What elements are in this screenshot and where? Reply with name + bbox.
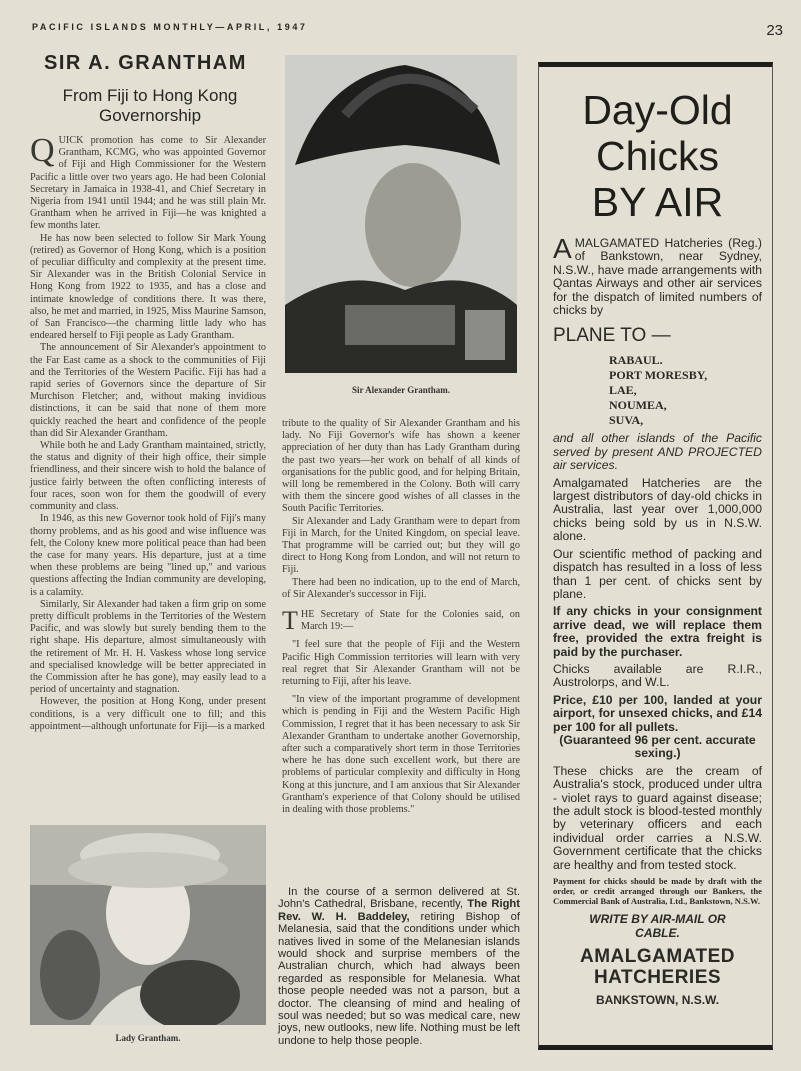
company-name: AMALGAMATED — [579, 946, 735, 968]
advertisement — [538, 62, 773, 1050]
ad-paragraph: Amalgamated Hatcheries are the largest distributors of day-old chicks in Australia, last year over 1,000,000 chicks being sold by us in N.S.W. alone. — [553, 475, 762, 544]
drop-cap: A — [553, 233, 572, 264]
ad-paragraph: Our scientific method of packing and dispatch has resulted in a loss of less than 1 per cent. of chicks sent by plane. — [553, 546, 762, 601]
destination-item: RABAUL. — [609, 353, 663, 368]
ad-write-line: WRITE BY AIR-MAIL OR CABLE. — [589, 912, 726, 941]
drop-cap: Q — [30, 132, 55, 169]
destination-list — [609, 353, 762, 428]
ad-headline-line: Chicks — [595, 133, 720, 179]
article-paragraph: Sir Alexander and Lady Grantham were to depart from Fiji in March, for the United Kingdom, on special leave. That programme will be carried out; but they will go direct to Hong Kong from London, and will not return to Fiji. — [282, 515, 520, 576]
plane-to-heading: PLANE TO — — [553, 325, 671, 347]
ad-paragraph: Chicks available are R.I.R., Austrolorps, and W.L. — [553, 661, 762, 690]
drop-cap: T — [282, 606, 298, 636]
article-paragraph: In 1946, as this new Governor took hold of Fiji's many thorny problems, and as his good and wise influence was felt, the Colony knew more political peace than had been the case for many years. His departure, just at a time when these problems are being "lined up," and various questions affecting the Indian community are developing, is a calamity. — [30, 513, 266, 598]
ad-paragraph: (Guaranteed 96 per cent. accurate sexing.) — [559, 732, 756, 761]
running-head: PACIFIC ISLANDS MONTHLY—APRIL, 1947 — [32, 22, 308, 32]
article-paragraph: THE Secretary of State for the Colonies said, on March 19:— — [282, 606, 520, 636]
article-paragraph: Similarly, Sir Alexander had taken a firm grip on some pretty difficult problems in the Territories of the Western Pacific, and was slowly but surely bending them to the right shape. His departure, almost simultaneously with the retirement of Mr. H. H. Vaskess whose long service and specialised knowledge will be better appreciated in the Commission after he has gone), may easily lead to a period of uncertainty and stagnation. — [30, 598, 266, 696]
sermon-note: In the course of a sermon delivered at St. John's Cathedral, Brisbane, recently, The Right Rev. W. H. Baddeley, retiring Bishop of Melanesia, said that the conditions under which natives lived in some of the Melanesian islands would shock and surprise members of the Australian church, which had always been regarded as responsible for Melanesia. What those people needed was not a parson, but a doctor. The cleansing of mind and healing of soul was needed; but so was medical care, new joys, new outlooks, new life. Nothing must be left undone to help those people. — [278, 886, 520, 1047]
article-column-1 — [30, 132, 266, 733]
ad-intro: AMALGAMATED Hatcheries (Reg.) of Bankstown, near Sydney, N.S.W., have made arrangements with Qantas Airways and other air services for the dispatch of limited numbers of chicks by — [553, 233, 762, 318]
destination-item: LAE, — [609, 383, 637, 398]
page-number: 23 — [766, 22, 783, 39]
destination-item: SUVA, — [609, 413, 644, 428]
lady-grantham-photo — [30, 825, 266, 1025]
article-paragraph: tribute to the quality of Sir Alexander Grantham and his lady. No Fiji Governor's wife has shown a keener appreciation of her duty than has Lady Grantham during the past two years—her work on behalf of all kinds of organisations for the public good, and for helping Britain, will long be remembered in the Colony. Both will carry with them the sincere good wishes of all classes in the South Pacific Territories. — [282, 418, 520, 515]
ad-paragraph: and all other islands of the Pacific served by present AND PROJECTED air services. — [553, 431, 762, 473]
quote-paragraph: "In view of the important programme of development which is pending in Fiji and the Western Pacific High Commission, I regret that it has been necessary to ask Sir Alexander Grantham to undertake another Governorship, after such a comparatively short term in those Territories where he has done such excellent work, but there are problems of particular complexity and difficulty in Hong Kong at this juncture, and I am anxious that Sir Alexander Grantham's experience of that Colony should be utilised in dealing with those problems." — [282, 694, 520, 816]
article-paragraph: QUICK promotion has come to Sir Alexander Grantham, KCMG, who was appointed Governor of Fiji and High Commissioner for the Western Pacific a little over two years ago. He had been Colonial Secretary in Jamaica in 1938-41, and Chief Secretary in Nigeria from 1941 until 1944; and he was still plain Mr. Grantham when he arrived in Fiji—he was knighted a few months later. — [30, 132, 266, 232]
ad-headline-line: Day-Old — [582, 87, 733, 133]
article-paragraph: He has now been selected to follow Sir Mark Young (retired) as Governor of Hong Kong, which is a position of peculiar difficulty and complexity at the present time. Sir Alexander was in the British Colonial Service in Hong Kong from 1922 to 1935, and has a close and intimate knowledge of conditions there. It was there, also, he met and married, in 1925, Miss Maurine Samson, of San Francisco—the charming little lady who has endeared herself to Fiji people as Lady Grantham. — [30, 232, 266, 342]
article-paragraph: While both he and Lady Grantham maintained, strictly, the status and dignity of their high office, their simple friendliness, and their sincere wish to hold the balance of justice fairly between the often conflicting interests of four races, soon won for them the goodwill of every community and class. — [30, 440, 266, 513]
ad-headline-line: BY AIR — [591, 179, 724, 225]
article-column-2 — [282, 418, 520, 816]
quote-paragraph: "I feel sure that the people of Fiji and the Western Pacific High Commission territories will learn with very real regret that Sir Alexander Grantham will not be returning to Fiji, after his leave. — [282, 639, 520, 688]
ad-paragraph: If any chicks in your consignment arrive dead, we will replace them free, provided the extra freight is paid by the purchaser. — [553, 604, 762, 659]
article-paragraph: However, the position at Hong Kong, under present conditions, is a very difficult one to fill; and this appointment—although unfortunate for Fiji—is a marked — [30, 696, 266, 732]
sir-alexander-photo — [285, 55, 517, 373]
photo-caption: Sir Alexander Grantham. — [352, 385, 450, 395]
ad-paragraph: Price, £10 per 100, landed at your airport, for unsexed chicks, and £14 per 100 for all pullets. — [553, 692, 762, 734]
company-name: HATCHERIES — [593, 967, 722, 989]
article-subtitle: From Fiji to Hong Kong Governorship — [62, 86, 238, 125]
ad-payment-note: Payment for chicks should be made by draft with the order, or credit arranged through our Bankers, the Commercial Bank of Australia, Ltd., Bankstown, N.S.W. — [553, 876, 762, 907]
portrait-image-icon — [30, 825, 266, 1025]
destination-item: NOUMEA, — [609, 398, 667, 413]
ad-paragraph: These chicks are the cream of Australia's stock, produced under ultra - violet rays to guard against disease; the adult stock is blood-tested monthly by veterinary officers and each individual order carries a N.S.W. Government certificate that the chicks are healthy and from tested stock. — [553, 763, 762, 872]
photo-caption: Lady Grantham. — [115, 1033, 181, 1043]
article-title: SIR A. GRANTHAM — [44, 52, 247, 74]
company-location: BANKSTOWN, N.S.W. — [595, 993, 720, 1008]
destination-item: PORT MORESBY, — [609, 368, 708, 383]
bishop-name: The Right Rev. W. H. Baddeley, — [278, 898, 520, 923]
portrait-image-icon — [285, 55, 517, 373]
article-paragraph: There had been no indication, up to the end of March, of Sir Alexander's successor in Fiji. — [282, 576, 520, 600]
article-paragraph: The announcement of Sir Alexander's appointment to the Far East came as a shock to the communities of Fiji and the Territories of the Western Pacific. Fiji has had a rapid series of Governors since the departure of Sir Murchison Fletcher; and, without making invidious distinctions, it can be said that none of them more quickly reached the heart and confidence of the people than did Sir Alexander Grantham. — [30, 342, 266, 439]
